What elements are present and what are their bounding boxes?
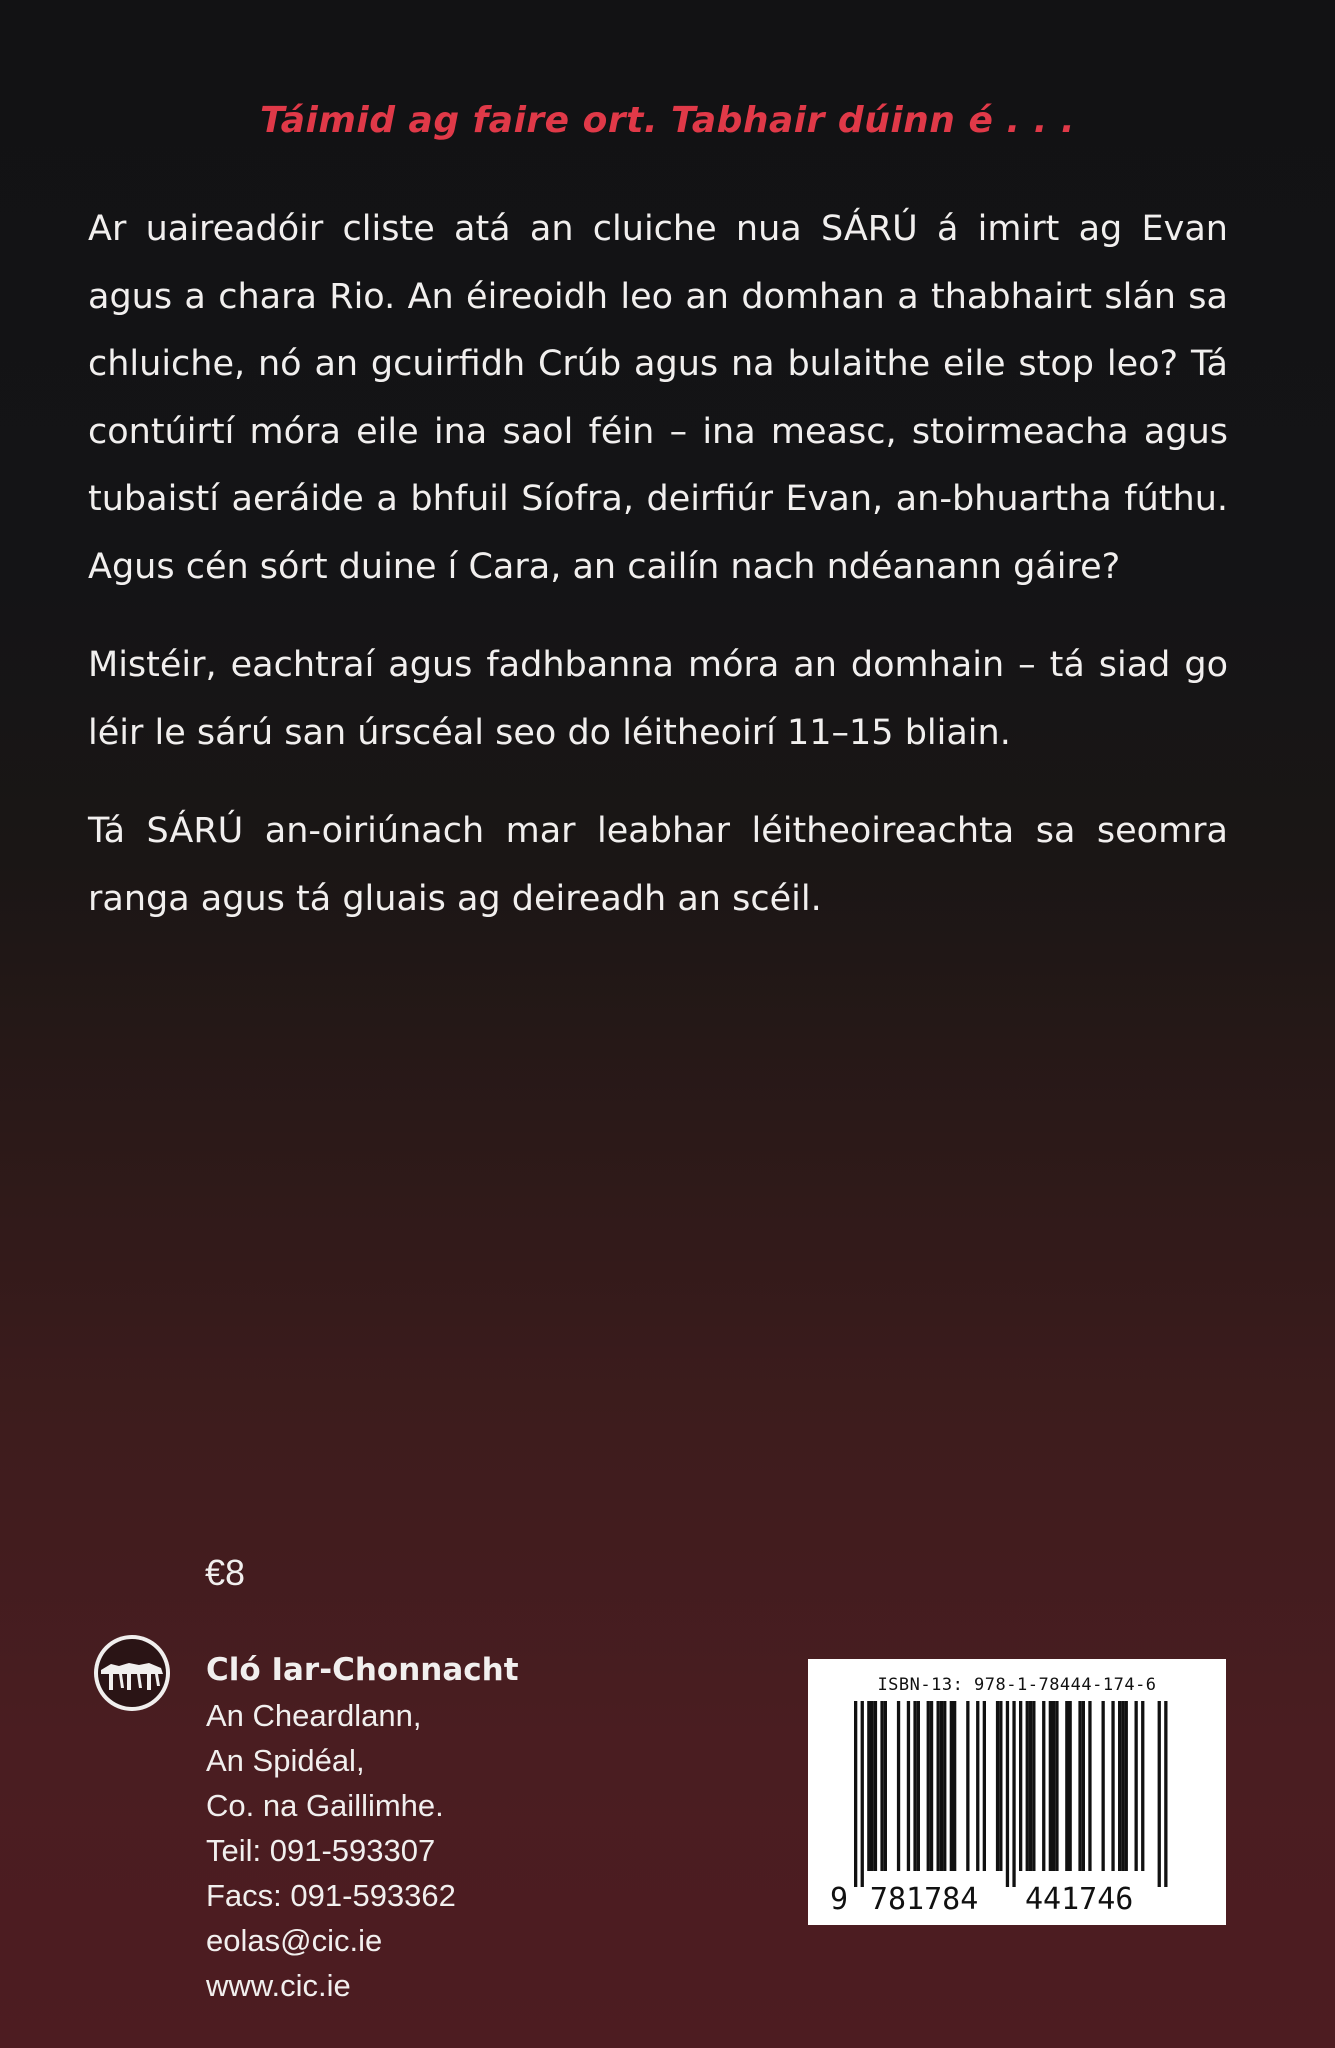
barcode-bar	[1158, 1701, 1161, 1887]
barcode-bar	[940, 1701, 943, 1871]
barcode-bar	[861, 1701, 864, 1887]
barcode-bar	[1042, 1701, 1045, 1871]
address-line: An Cheardlann,	[206, 1698, 422, 1733]
barcode-bar	[1088, 1701, 1091, 1871]
barcode-first-digit: 9	[830, 1882, 849, 1915]
barcode-bar	[1164, 1701, 1167, 1887]
barcode-bar	[884, 1701, 887, 1871]
barcode-bar	[1032, 1701, 1035, 1871]
barcode-bar	[999, 1701, 1002, 1871]
barcode-bar	[966, 1701, 969, 1871]
barcode-bar	[943, 1701, 946, 1871]
barcode-right-digits: 441746	[1025, 1882, 1134, 1915]
publisher-info	[206, 1648, 519, 2008]
barcode-bar	[917, 1701, 920, 1871]
barcode-bar	[1111, 1701, 1114, 1871]
barcode	[808, 1659, 1226, 1925]
barcode-bar	[913, 1701, 916, 1871]
barcode-bar	[1049, 1701, 1052, 1871]
barcode-bar	[1118, 1701, 1121, 1871]
barcode-bar	[1026, 1701, 1029, 1871]
barcode-bar	[1102, 1701, 1105, 1871]
barcode-bar	[950, 1701, 953, 1871]
barcode-bar	[897, 1701, 900, 1871]
fax-number: Facs: 091-593362	[206, 1878, 456, 1913]
barcode-bar	[1055, 1701, 1058, 1871]
barcode-bar	[1069, 1701, 1072, 1871]
barcode-bar	[937, 1701, 940, 1871]
barcode-bar	[996, 1701, 999, 1871]
website-url: www.cic.ie	[206, 1968, 351, 2003]
barcode-bar	[874, 1701, 877, 1871]
barcode-bar	[1012, 1701, 1015, 1887]
barcode-bar	[930, 1701, 933, 1871]
barcode-bar	[1125, 1701, 1128, 1871]
address-line: Co. na Gaillimhe.	[206, 1788, 444, 1823]
barcode-bar	[907, 1701, 910, 1871]
address-line: An Spidéal,	[206, 1743, 365, 1778]
barcode-bar	[953, 1701, 956, 1871]
barcode-bar	[1052, 1701, 1055, 1871]
blurb	[88, 196, 1228, 933]
barcode-bar	[927, 1701, 930, 1871]
blurb-paragraph: Mistéir, eachtraí agus fadhbanna móra an domhain – tá siad go léir le sárú san úrscéal seo do léitheoirí 11–15 bliain.	[88, 645, 1228, 753]
barcode-bar	[854, 1701, 857, 1887]
barcode-bar	[871, 1701, 874, 1871]
barcode-bar	[1082, 1701, 1085, 1871]
barcode-bar	[976, 1701, 979, 1871]
barcode-bar	[1078, 1701, 1081, 1871]
blurb-paragraph: Tá SÁRÚ an-oiriúnach mar leabhar léitheoireachta sa seomra ranga agus tá gluais ag deireadh an scéil.	[88, 811, 1228, 919]
barcode-bar	[880, 1701, 883, 1871]
barcode-bar	[1029, 1701, 1032, 1871]
barcode-bar	[867, 1701, 870, 1871]
publisher-name: Cló Iar-Chonnacht	[206, 1652, 519, 1688]
publisher-logo-icon	[89, 1630, 175, 1716]
tagline: Táimid ag faire ort. Tabhair dúinn é . . .	[259, 100, 1076, 141]
barcode-bar	[1121, 1701, 1124, 1871]
barcode-bar	[983, 1701, 986, 1871]
email-address: eolas@cic.ie	[206, 1923, 383, 1958]
price: €8	[205, 1552, 246, 1593]
barcode-bars	[828, 1701, 1206, 1915]
barcode-bar	[1065, 1701, 1068, 1871]
barcode-left-digits: 781784	[869, 1882, 979, 1915]
barcode-bar	[1019, 1701, 1022, 1871]
barcode-bar	[1141, 1701, 1144, 1871]
phone-number: Teil: 091-593307	[206, 1833, 436, 1868]
blurb-paragraph: Ar uaireadóir cliste atá an cluiche nua SÁRÚ á imirt ag Evan agus a chara Rio. An éireoidh leo an domhan a thabhairt slán sa chluiche, nó an gcuirfidh Crúb agus na bulaithe eile stop leo? Tá contúirtí móra eile ina saol féin – ina measc, stoirmeacha agus tubaistí aeráide a bhfuil Síofra, deirfiúr Evan, an-bhuartha fúthu. Agus cén sórt duine í Cara, an cailín nach ndéanann gáire?	[88, 209, 1228, 587]
barcode-bar	[1006, 1701, 1009, 1887]
isbn-label: ISBN-13: 978-1-78444-174-6	[877, 1675, 1157, 1695]
barcode-bar	[1135, 1701, 1138, 1871]
